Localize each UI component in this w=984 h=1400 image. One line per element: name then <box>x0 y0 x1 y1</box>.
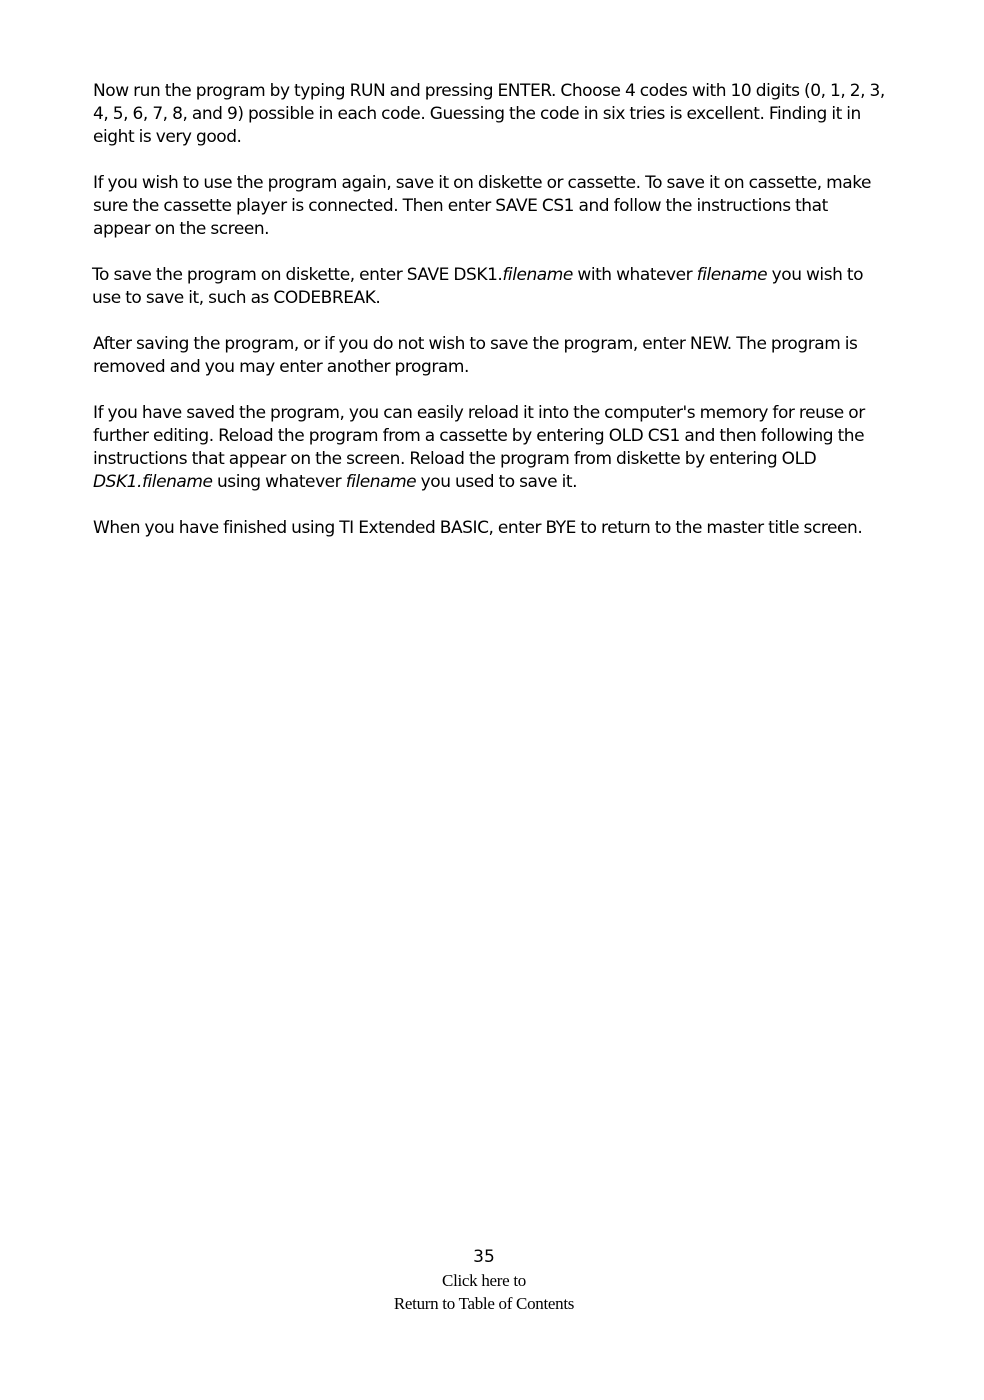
filename-term: filename <box>345 472 417 492</box>
dsk1-filename-term: DSK1.filename <box>93 472 213 492</box>
paragraph-reload-text: If you have saved the program, you can easily reload it into the computer's memory for reuse or further editing. Reload the program from a cassette by entering OLD CS1 and then following the instructions that appear on the screen. Reload the program from diskette by entering OLD <box>93 403 865 469</box>
paragraph-save-diskette <box>92 264 888 310</box>
paragraph-run-program: Now run the program by typing RUN and pressing ENTER. Choose 4 codes with 10 digits (0, 1, 2, 3, 4, 5, 6, 7, 8, and 9) possible in each code. Guessing the code in six tries is excellent. Finding it in eight is very good. <box>93 81 885 147</box>
paragraph-save-diskette-text: you wish to use to save it, such as CODEBREAK. <box>92 265 864 308</box>
page-number: 35 <box>473 1247 495 1267</box>
toc-link-line-2: Return to Table of Contents <box>393 1294 575 1313</box>
body-text <box>93 80 888 563</box>
paragraph-reload-text: you used to save it. <box>416 472 578 492</box>
page-footer <box>0 1245 968 1315</box>
filename-term: filename <box>502 265 573 285</box>
paragraph-reload-text: using whatever <box>212 472 346 492</box>
filename-term: filename <box>696 265 768 285</box>
paragraph-save-diskette-text: To save the program on diskette, enter SAVE DSK1. <box>92 265 503 285</box>
paragraph-bye-command: When you have finished using TI Extended BASIC, enter BYE to return to the master title screen. <box>93 518 863 538</box>
paragraph-save-diskette-text: with whatever <box>572 265 697 285</box>
paragraph-new-command: After saving the program, or if you do not wish to save the program, enter NEW. The program is removed and you may enter another program. <box>93 334 858 377</box>
return-to-toc-link[interactable] <box>0 1269 968 1315</box>
paragraph-save-cassette: If you wish to use the program again, save it on diskette or cassette. To save it on cassette, make sure the cassette player is connected. Then enter SAVE CS1 and follow the instructions that appear on the screen. <box>93 173 872 239</box>
paragraph-reload-program <box>93 402 888 494</box>
toc-link-line-1: Click here to <box>442 1271 526 1290</box>
